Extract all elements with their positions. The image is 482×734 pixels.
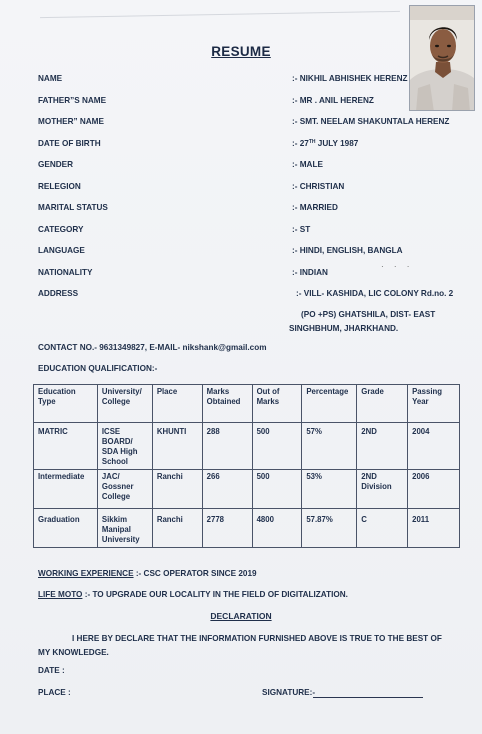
- table-cell: Ranchi: [152, 470, 202, 509]
- header-place: Place: [152, 385, 202, 423]
- nationality-label: NATIONALITY: [38, 268, 93, 277]
- name-label: NAME: [38, 74, 63, 83]
- header-marks-obtained: Marks Obtained: [202, 385, 252, 423]
- table-cell: Sikkim Manipal University: [97, 509, 152, 548]
- declaration-text: I HERE BY DECLARE THAT THE INFORMATION FURNISHED ABOVE IS TRUE TO THE BEST OF MY KNOWLEDGE.: [38, 634, 442, 657]
- resume-title: RESUME: [211, 44, 271, 59]
- working-experience-text: :- CSC OPERATOR SINCE 2019: [135, 569, 257, 578]
- header-passing-year: Passing Year: [408, 385, 460, 423]
- table-cell: Ranchi: [152, 509, 202, 548]
- table-cell: Intermediate: [34, 470, 98, 509]
- dob-label: DATE OF BIRTH: [38, 139, 101, 148]
- place-label: PLACE :: [38, 688, 71, 697]
- life-moto-text: :- TO UPGRADE OUR LOCALITY IN THE FIELD OF DIGITALIZATION.: [84, 590, 348, 599]
- table-cell: 53%: [302, 470, 357, 509]
- table-cell: 57.87%: [302, 509, 357, 548]
- table-cell: 288: [202, 423, 252, 470]
- mother-name-label: MOTHER” NAME: [38, 117, 104, 126]
- working-experience-label: WORKING EXPERIENCE: [38, 569, 134, 578]
- marital-status-label: MARITAL STATUS: [38, 203, 108, 212]
- father-name-label: FATHER”S NAME: [38, 96, 107, 105]
- table-cell: JAC/ Gossner College: [97, 470, 152, 509]
- header-out-of-marks: Out of Marks: [252, 385, 302, 423]
- marital-status-value: :- MARRIED: [292, 203, 338, 212]
- table-cell: 2011: [408, 509, 460, 548]
- table-row: [34, 423, 460, 470]
- table-cell: Graduation: [34, 509, 98, 548]
- table-row: [34, 509, 460, 548]
- address-label: ADDRESS: [38, 289, 79, 298]
- profile-photo: [409, 5, 475, 111]
- nationality-value: :- INDIAN: [292, 268, 328, 277]
- language-value: :- HINDI, ENGLISH, BANGLA: [292, 246, 403, 255]
- table-cell: 2778: [202, 509, 252, 548]
- table-cell: ICSE BOARD/ SDA High School: [97, 423, 152, 470]
- header-grade: Grade: [357, 385, 408, 423]
- table-cell: 2004: [408, 423, 460, 470]
- gender-label: GENDER: [38, 160, 74, 169]
- education-table: [33, 384, 460, 548]
- header-education-type: Education Type: [34, 385, 98, 423]
- table-header-row: [34, 385, 460, 423]
- table-cell: 500: [252, 423, 302, 470]
- table-cell: 4800: [252, 509, 302, 548]
- category-value: :- ST: [292, 225, 311, 234]
- dob-value: :- 27TH JULY 1987: [292, 139, 359, 148]
- table-cell: 57%: [302, 423, 357, 470]
- table-cell: 2006: [408, 470, 460, 509]
- paper-edge: [40, 11, 400, 18]
- declaration-heading: DECLARATION: [210, 611, 272, 621]
- scan-specks: · · ·: [381, 262, 414, 271]
- contact-line: CONTACT NO.- 9631349827, E-MAIL- nikshank@gmail.com: [38, 343, 267, 352]
- date-label: DATE :: [38, 666, 65, 675]
- life-moto: [38, 590, 348, 599]
- working-experience: [38, 569, 257, 578]
- address-line-3: SINGHBHUM, JHARKHAND.: [289, 324, 399, 333]
- signature-label: SIGNATURE:-: [262, 688, 316, 697]
- address-value: :- VILL- KASHIDA, LIC COLONY Rd.no. 2: [296, 289, 454, 298]
- table-row: [34, 470, 460, 509]
- name-value: :- NIKHIL ABHISHEK HERENZ: [292, 74, 408, 83]
- gender-value: :- MALE: [292, 160, 323, 169]
- header-university: University/ College: [97, 385, 152, 423]
- father-name-value: :- MR . ANIL HERENZ: [292, 96, 374, 105]
- education-heading: EDUCATION QUALIFICATION:-: [38, 364, 158, 373]
- mother-name-value: :- SMT. NEELAM SHAKUNTALA HERENZ: [292, 117, 450, 126]
- address-line-2: (PO +PS) GHATSHILA, DIST- EAST: [301, 310, 436, 319]
- table-cell: 2ND Division: [357, 470, 408, 509]
- category-label: CATEGORY: [38, 225, 84, 234]
- dob-suffix: TH: [308, 139, 316, 145]
- language-label: LANGUAGE: [38, 246, 85, 255]
- table-cell: 500: [252, 470, 302, 509]
- table-cell: 266: [202, 470, 252, 509]
- header-percentage: Percentage: [302, 385, 357, 423]
- address-continuation: [289, 308, 436, 336]
- table-cell: 2ND: [357, 423, 408, 470]
- life-moto-label: LIFE MOTO: [38, 590, 83, 599]
- table-cell: MATRIC: [34, 423, 98, 470]
- table-cell: KHUNTI: [152, 423, 202, 470]
- table-cell: C: [357, 509, 408, 548]
- religion-label: RELEGION: [38, 182, 81, 191]
- religion-value: :- CHRISTIAN: [292, 182, 345, 191]
- signature-line: [313, 697, 423, 698]
